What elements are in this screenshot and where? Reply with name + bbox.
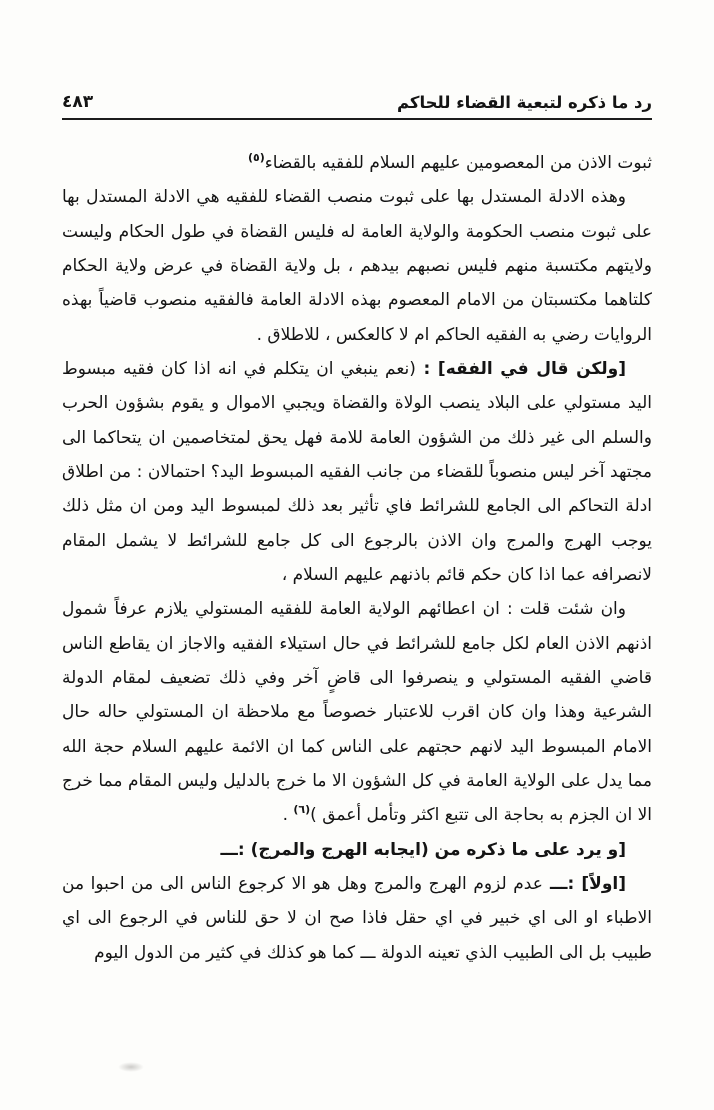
footnote-marker: (٦): [293, 803, 311, 817]
body-text: [62, 146, 652, 970]
running-head: [62, 92, 652, 120]
paragraph-text: عدم لزوم الهرج والمرج وهل هو الا كرجوع الناس الى من احبوا من الاطباء او الى اي خبير في اي حقل فاذا صح ان لا حق للناس في الرجوع الى اي طبيب بل الى الطبيب الذي تعينه الدولة ـــ كما هو كذلك في كثير من الدول اليوم: [62, 873, 652, 963]
paragraph: [62, 180, 652, 352]
page-number: ٤٨٣: [62, 92, 94, 112]
paragraph-text: وهذه الادلة المستدل بها على ثبوت منصب القضاء للفقيه هي الادلة المستدل بها على ثبوت منصب الحكومة والولاية العامة له فليس القضاة في طول الحكام وليست ولايتهم مكتسبة منهم فليس نصبهم بيدهم ، بل ولاية القضاة في عرض ولاية الحكام كلتاهما مكتسبتان من الامام المعصوم بهذه الادلة العامة فالفقيه منصوب قاضياً بهذه الروايات رضي به الفقيه الحاكم ام لا كالعكس ، للاطلاق .: [62, 187, 652, 345]
paragraph: [62, 146, 652, 180]
paragraph-lead: [ولكن قال في الفقه] :: [415, 358, 626, 379]
paragraph-lead: [اولاً] :ـــ: [542, 873, 626, 894]
scan-smudge: [118, 1062, 144, 1072]
paragraph-text: وان شئت قلت : ان اعطائهم الولاية العامة للفقيه المستولي يلازم عرفاً شمول اذنهم الاذن العام لكل جامع للشرائط في حال استيلاء الفقيه والاجاز ان يقاطع الناس قاضي الفقيه المستولي و ينصرفوا الى قاضٍ آخر وفي ذلك تضعيف لمقام الدولة الشرعية وهذا وان كان اقرب للاعتبار خصوصاً مع ملاحظة ان المستولي حاله حال الامام المبسوط اليد لانهم حجتهم على الناس كما ان الائمة عليهم السلام حجة الله مما يدل على الولاية العامة في كل الشؤون الا ما خرج بالدليل وليس المقام مما خرج الا ان الجزم به بحاجة الى تتبع اكثر وتأمل أعمق ): [62, 599, 652, 826]
paragraph-text: (نعم ينبغي ان يتكلم في انه اذا كان فقيه مبسوط اليد مستولي على البلاد ينصب الولاة والقضاة ويجبي الاموال و يقوم بشؤون الحرب والسلم الى غير ذلك من الشؤون العامة للامة فهل يحق لمتخاصمين ان يتحاكما الى مجتهد آخر ليس منصوباً للقضاء من جانب الفقيه المبسوط اليد؟ احتمالان : من اطلاق ادلة التحاكم الى الجامع للشرائط فاي تأثير بعد ذلك لمبسوط اليد ومن ان مثل ذلك يوجب الهرج والمرج وان الاذن بالرجوع الى كل جامع للشرائط لا يشمل المقام لانصرافه عما اذا كان حكم قائم باذنهم عليهم السلام ،: [62, 358, 652, 585]
section-heading: [62, 833, 652, 867]
paragraph: [62, 867, 652, 970]
paragraph-text: ثبوت الاذن من المعصومين عليهم السلام للفقيه بالقضاء: [264, 153, 652, 173]
paragraph: [62, 592, 652, 832]
paragraph-lead: [و يرد على ما ذكره من (ايجابه الهرج والمرج) :ـــ: [220, 839, 626, 860]
paragraph-tail: .: [282, 805, 294, 826]
header-title: رد ما ذكره لتبعية القضاء للحاكم: [396, 93, 652, 112]
paragraph: [62, 352, 652, 592]
footnote-marker: (٥): [247, 151, 265, 164]
